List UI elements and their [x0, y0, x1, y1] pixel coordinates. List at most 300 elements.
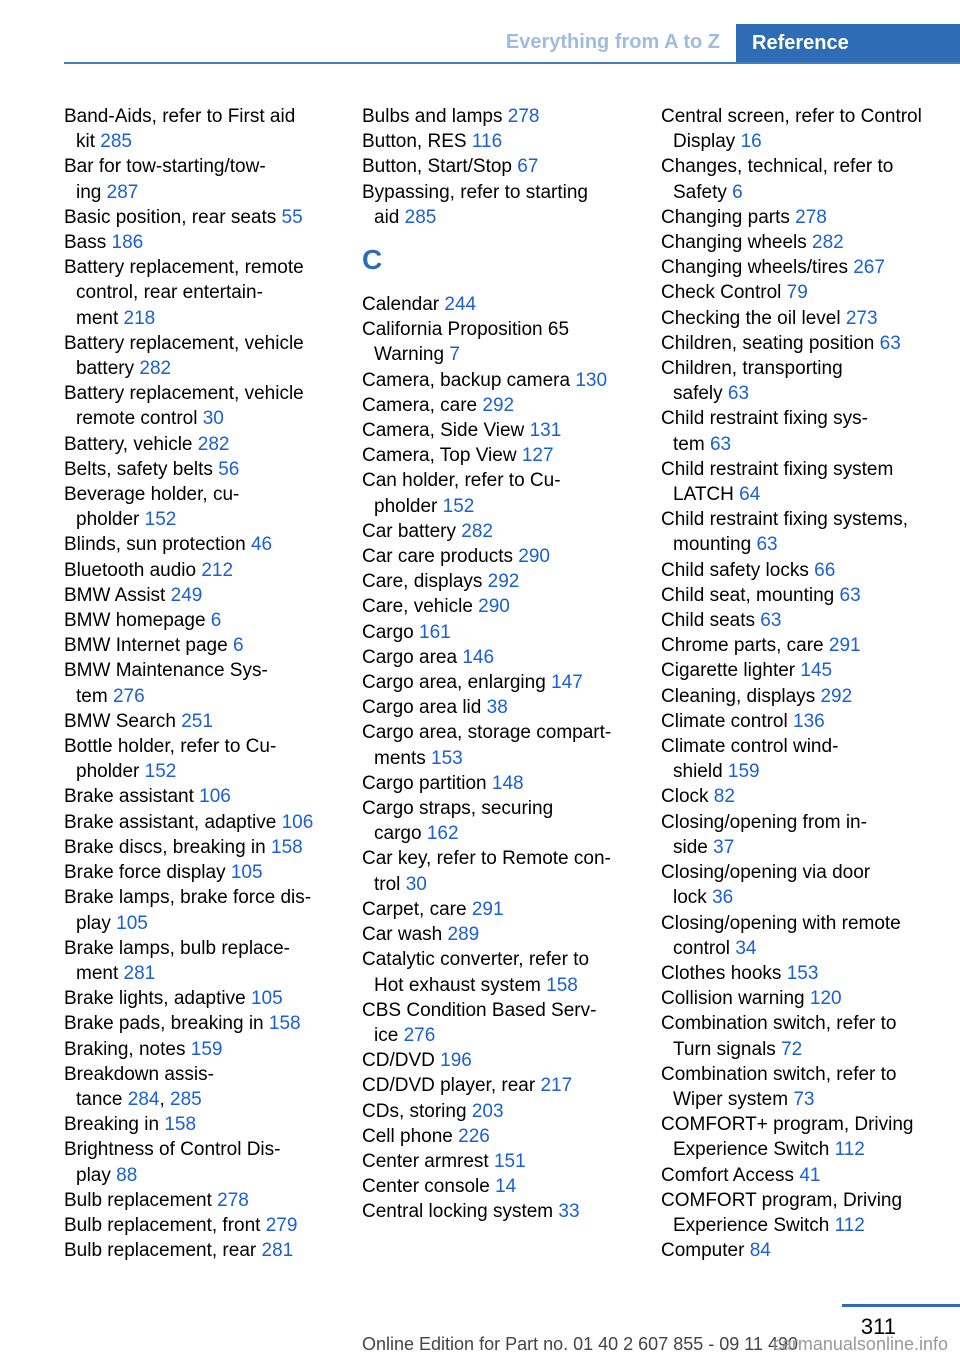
page-link[interactable]: 63	[839, 584, 861, 606]
entry-list-col2b	[362, 292, 652, 1225]
page-link[interactable]: 290	[518, 546, 550, 568]
entry-text: Care, vehicle	[362, 596, 479, 618]
entry-text: Catalytic converter, refer to	[362, 949, 590, 971]
entry-text: Child restraint fixing system	[661, 458, 894, 480]
index-entry	[64, 885, 354, 935]
entry-text: Camera, Side View	[362, 420, 530, 442]
index-entry	[64, 709, 354, 734]
index-entry	[362, 1199, 652, 1224]
page-link[interactable]: 79	[786, 282, 808, 304]
entry-text: Calendar	[362, 294, 445, 316]
entry-text: CDs, storing	[362, 1100, 472, 1122]
index-entry	[64, 1238, 354, 1263]
index-entry	[661, 684, 951, 709]
page-link[interactable]: 278	[217, 1189, 249, 1211]
index-entry	[661, 810, 951, 860]
entry-text: ice	[374, 1024, 404, 1046]
page-link[interactable]: 287	[106, 181, 139, 203]
entry-list-col2a	[362, 104, 652, 230]
page-link[interactable]: 151	[493, 1150, 526, 1172]
index-entry	[661, 961, 951, 986]
page-link[interactable]: 158	[546, 974, 578, 996]
index-entry	[64, 331, 354, 381]
page-link[interactable]: 159	[190, 1038, 223, 1060]
page-link[interactable]: 278	[795, 206, 827, 228]
entry-text: Cigarette lighter	[661, 660, 801, 682]
page-link[interactable]: 106	[281, 811, 314, 833]
entry-text: Brake lamps, bulb replace-	[64, 937, 290, 959]
footer-watermark: carmanualsonline.info	[772, 1334, 948, 1354]
index-entry	[661, 205, 951, 230]
entry-text: Braking, notes	[64, 1038, 191, 1060]
page-link[interactable]: 289	[447, 924, 480, 946]
page-link[interactable]: 72	[781, 1038, 803, 1060]
page-link[interactable]: 37	[713, 836, 735, 858]
page-link[interactable]: 145	[800, 660, 833, 682]
page-link[interactable]: 6	[210, 610, 222, 632]
page-link[interactable]: 249	[170, 584, 203, 606]
entry-text: Button, Start/Stop	[362, 156, 518, 178]
entry-text: Bypassing, refer to starting	[362, 181, 588, 203]
entry-text: Child seats	[661, 610, 761, 632]
index-entry	[362, 897, 652, 922]
page-link[interactable]: 30	[202, 408, 224, 430]
page-link[interactable]: 152	[442, 495, 475, 517]
page-link[interactable]: 73	[793, 1088, 815, 1110]
entry-text: Central screen, refer to Control	[661, 106, 922, 127]
index-entry	[661, 1062, 951, 1112]
entry-text: control	[673, 937, 736, 959]
entry-text: Car key, refer to Remote con-	[362, 848, 611, 870]
index-entry	[64, 532, 354, 557]
page-link[interactable]: 152	[144, 761, 177, 783]
page-link[interactable]: 278	[507, 106, 540, 127]
page-number: 311	[860, 1314, 896, 1339]
index-entry	[64, 1037, 354, 1062]
entry-text: Experience Switch	[673, 1139, 835, 1161]
entry-text: pholder	[76, 509, 145, 531]
index-entry	[362, 1073, 652, 1098]
page-link[interactable]: 30	[405, 873, 427, 895]
page-link[interactable]: 203	[471, 1100, 504, 1122]
entry-text: tance	[76, 1088, 128, 1110]
index-entry	[64, 860, 354, 885]
entry-text: Bluetooth audio	[64, 559, 202, 581]
page-link[interactable]: 130	[575, 369, 608, 391]
entry-text: shield	[673, 761, 728, 783]
page-separator: ,	[159, 1088, 171, 1110]
page-link[interactable]: 291	[828, 635, 861, 657]
entry-text: Children, transporting	[661, 358, 843, 380]
page-link[interactable]: 162	[426, 823, 459, 845]
index-entry	[64, 658, 354, 708]
page-link[interactable]: 82	[713, 786, 735, 808]
index-entry	[64, 558, 354, 583]
index-entry	[661, 1188, 951, 1238]
page-link[interactable]: 127	[521, 445, 554, 467]
index-entry	[362, 154, 652, 179]
index-entry	[661, 507, 951, 557]
index-entry	[362, 129, 652, 154]
page-link[interactable]: 152	[144, 509, 177, 531]
page-link[interactable]: 136	[793, 710, 825, 732]
entry-text: Changing wheels	[661, 232, 813, 254]
entry-text: Brake lights, adaptive	[64, 988, 251, 1010]
index-entry	[661, 709, 951, 734]
entry-text: Button, RES	[362, 131, 472, 153]
entry-text: Child restraint fixing systems,	[661, 509, 909, 531]
index-entry	[661, 608, 951, 633]
entry-text: BMW Maintenance Sys-	[64, 660, 268, 682]
index-entry	[362, 1124, 652, 1149]
entry-text: Bulbs and lamps	[362, 106, 508, 127]
page-link[interactable]: 284	[127, 1088, 160, 1110]
page-link[interactable]: 34	[735, 937, 757, 959]
entry-text: Camera, care	[362, 394, 483, 416]
page-link[interactable]: 36	[712, 887, 734, 909]
page-link[interactable]: 106	[199, 786, 231, 808]
index-entry	[661, 457, 951, 507]
page-link[interactable]: 6	[732, 181, 743, 203]
entry-text: Cargo area lid	[362, 697, 487, 719]
page-link[interactable]: 244	[444, 294, 477, 316]
index-entry	[64, 810, 354, 835]
page-link[interactable]: 14	[495, 1176, 517, 1198]
entry-text: Bar for tow-starting/tow-	[64, 156, 266, 178]
index-entry	[661, 1163, 951, 1188]
index-entry	[362, 796, 652, 846]
page-link[interactable]: 285	[100, 131, 132, 153]
entry-text: BMW Search	[64, 710, 182, 732]
index-entry	[64, 583, 354, 608]
index-entry	[661, 558, 951, 583]
page-link[interactable]: 55	[281, 206, 303, 228]
page-link[interactable]: 63	[727, 383, 750, 405]
index-entry	[64, 1112, 354, 1137]
index-column-2	[362, 104, 652, 1225]
index-entry	[64, 734, 354, 784]
section-letter-c: C	[362, 244, 383, 276]
entry-text: Car care products	[362, 546, 519, 568]
index-entry	[362, 620, 652, 645]
page-link[interactable]: 292	[820, 685, 853, 707]
entry-text: CD/DVD player, rear	[362, 1075, 541, 1097]
index-entry	[362, 544, 652, 569]
entry-text: COMFORT program, Driving	[661, 1189, 903, 1211]
page-link[interactable]: 276	[112, 685, 145, 707]
page-link[interactable]: 218	[123, 307, 156, 329]
index-entry	[362, 1099, 652, 1124]
entry-text: pholder	[374, 495, 443, 517]
page-link[interactable]: 212	[201, 559, 234, 581]
entry-text: Bulb replacement, rear	[64, 1240, 262, 1262]
index-entry	[362, 393, 652, 418]
index-entry	[661, 406, 951, 456]
entry-text: kit	[76, 131, 101, 153]
entry-text: Battery replacement, vehicle	[64, 383, 304, 405]
entry-text: LATCH	[673, 484, 740, 506]
index-entry	[661, 734, 951, 784]
page-link[interactable]: 279	[265, 1214, 298, 1236]
entry-text: Cell phone	[362, 1125, 459, 1147]
page-link[interactable]: 158	[268, 1013, 301, 1035]
entry-text: Changes, technical, refer to	[661, 156, 894, 178]
page-header	[64, 24, 960, 64]
index-entry	[362, 1048, 652, 1073]
entry-text: Bass	[64, 232, 112, 254]
page-link[interactable]: 281	[261, 1240, 294, 1262]
page-link[interactable]: 158	[271, 836, 303, 858]
entry-text: control, rear entertain-	[76, 282, 263, 304]
entry-text: Changing wheels/tires	[661, 257, 854, 279]
index-entry	[362, 645, 652, 670]
entry-text: Safety	[673, 181, 733, 203]
index-entry	[64, 255, 354, 331]
entry-text: side	[673, 836, 714, 858]
index-entry	[362, 292, 652, 317]
index-entry	[362, 670, 652, 695]
page-link[interactable]: 146	[462, 646, 495, 668]
index-entry	[64, 1062, 354, 1112]
entry-text: Climate control	[661, 710, 793, 732]
page-link[interactable]: 16	[740, 131, 762, 153]
page-link[interactable]: 251	[181, 710, 213, 732]
entry-text: lock	[673, 887, 713, 909]
index-entry	[661, 331, 951, 356]
entry-text: play	[76, 1164, 117, 1186]
page-link[interactable]: 84	[749, 1240, 771, 1262]
page-link[interactable]: 290	[478, 596, 510, 618]
entry-text: BMW Assist	[64, 584, 171, 606]
entry-text: ments	[374, 747, 432, 769]
page-link[interactable]: 292	[487, 571, 520, 593]
entry-text: Beverage holder, cu-	[64, 484, 240, 506]
entry-text: Blinds, sun protection	[64, 534, 251, 556]
page-link[interactable]: 159	[727, 761, 760, 783]
entry-text: tem	[76, 685, 113, 707]
entry-text: Cleaning, displays	[661, 685, 821, 707]
page-link[interactable]: 88	[116, 1164, 138, 1186]
index-entry	[64, 432, 354, 457]
page-link[interactable]: 186	[111, 232, 144, 254]
page-link[interactable]: 285	[404, 206, 437, 228]
entry-text: ment	[76, 307, 124, 329]
entry-text: Children, seating position	[661, 332, 880, 354]
index-entry	[362, 443, 652, 468]
header-section-title: Everything from A to Z	[505, 31, 720, 53]
page-link[interactable]: 105	[116, 912, 148, 934]
entry-text: pholder	[76, 761, 145, 783]
page-link[interactable]: 38	[486, 697, 508, 719]
page-link[interactable]: 112	[834, 1139, 865, 1161]
index-entry	[64, 457, 354, 482]
page-link[interactable]: 282	[812, 232, 844, 254]
page-link[interactable]: 120	[809, 988, 842, 1010]
index-column-1	[64, 104, 354, 1263]
index-entry	[64, 205, 354, 230]
entry-text: Child restraint fixing sys-	[661, 408, 868, 430]
index-entry	[64, 784, 354, 809]
page-link[interactable]: 116	[471, 131, 503, 153]
page-link[interactable]: 6	[232, 635, 244, 657]
index-entry	[661, 658, 951, 683]
entry-text: Collision warning	[661, 988, 810, 1010]
page-link[interactable]: 196	[440, 1050, 472, 1072]
entry-text: Cargo	[362, 621, 420, 643]
entry-text: battery	[76, 358, 140, 380]
page-link[interactable]: 63	[879, 332, 901, 354]
page-link[interactable]: 7	[449, 344, 460, 366]
page-link[interactable]: 63	[760, 610, 782, 632]
entry-text: Closing/opening from in-	[661, 811, 867, 833]
page-link[interactable]: 161	[419, 621, 451, 643]
page-link[interactable]: 63	[709, 433, 732, 455]
entry-text: Brightness of Control Dis-	[64, 1139, 281, 1161]
entry-text: Turn signals	[673, 1038, 782, 1060]
index-entry	[362, 594, 652, 619]
entry-text: Cargo area, storage compart-	[362, 722, 612, 744]
entry-text: Checking the oil level	[661, 307, 846, 329]
page-link[interactable]: 147	[551, 672, 583, 694]
index-entry	[64, 1188, 354, 1213]
page-link[interactable]: 46	[250, 534, 273, 556]
entry-text: cargo	[374, 823, 427, 845]
entry-text: remote control	[76, 408, 203, 430]
header-tab-reference: Reference	[736, 24, 960, 62]
page-link[interactable]: 276	[403, 1024, 436, 1046]
page-link[interactable]: 63	[756, 534, 778, 556]
index-entry	[661, 986, 951, 1011]
page-link[interactable]: 217	[540, 1075, 573, 1097]
page-link[interactable]: 282	[461, 520, 493, 542]
page-link[interactable]: 153	[431, 747, 463, 769]
entry-text: Brake discs, breaking in	[64, 836, 271, 858]
page-link[interactable]: 64	[739, 484, 761, 506]
entry-text: Chrome parts, care	[661, 635, 829, 657]
index-entry	[64, 1213, 354, 1238]
entry-text: Cargo area	[362, 646, 463, 668]
index-entry	[661, 255, 951, 280]
index-entry	[661, 1238, 951, 1263]
entry-text: Breaking in	[64, 1114, 165, 1136]
page-link[interactable]: 105	[250, 988, 283, 1010]
index-entry	[661, 860, 951, 910]
entry-text: Closing/opening with remote	[661, 912, 901, 934]
index-entry	[362, 104, 652, 129]
index-entry	[661, 784, 951, 809]
entry-text: Brake force display	[64, 862, 231, 884]
entry-text: Bulb replacement	[64, 1189, 218, 1211]
entry-text: Carpet, care	[362, 898, 472, 920]
page-link[interactable]: 291	[471, 898, 504, 920]
index-entry	[64, 482, 354, 532]
entry-text: Battery replacement, vehicle	[64, 332, 304, 354]
entry-text: Belts, safety belts	[64, 458, 219, 480]
entry-text: Band-Aids, refer to First aid	[64, 106, 296, 127]
entry-text: play	[76, 912, 117, 934]
page-link[interactable]: 67	[517, 156, 539, 178]
page-link[interactable]: 148	[491, 772, 524, 794]
page-link[interactable]: 282	[197, 433, 230, 455]
page-link[interactable]: 105	[230, 862, 263, 884]
index-entry	[362, 368, 652, 393]
index-entry	[362, 695, 652, 720]
entry-text: CD/DVD	[362, 1050, 441, 1072]
index-entry	[64, 608, 354, 633]
footer-rule	[842, 1304, 960, 1307]
entry-text: Brake lamps, brake force dis-	[64, 887, 312, 909]
index-entry	[362, 1149, 652, 1174]
entry-text: Car wash	[362, 924, 448, 946]
entry-text: Bottle holder, refer to Cu-	[64, 736, 277, 758]
entry-text: Car battery	[362, 520, 462, 542]
entry-text: Center armrest	[362, 1150, 494, 1172]
entry-text: Check Control	[661, 282, 787, 304]
page-link[interactable]: 281	[123, 962, 156, 984]
index-entry	[64, 633, 354, 658]
page-link[interactable]: 282	[139, 358, 172, 380]
page-link[interactable]: 131	[529, 420, 562, 442]
page-link[interactable]: 112	[834, 1214, 865, 1236]
page-link[interactable]: 66	[814, 559, 836, 581]
entry-text: aid	[374, 206, 405, 228]
entry-text: Display	[673, 131, 741, 153]
entry-text: Breakdown assis-	[64, 1063, 214, 1085]
index-entry	[362, 720, 652, 770]
index-entry	[661, 583, 951, 608]
index-entry	[661, 230, 951, 255]
entry-text: Hot exhaust system	[374, 974, 547, 996]
entry-text: Child seat, mounting	[661, 584, 840, 606]
index-entry	[661, 280, 951, 305]
page-link[interactable]: 41	[799, 1164, 821, 1186]
index-entry	[661, 1011, 951, 1061]
index-entry	[362, 998, 652, 1048]
entry-text: California Proposition 65	[362, 319, 570, 341]
entry-text: trol	[374, 873, 406, 895]
entry-text: Wiper system	[673, 1088, 794, 1110]
page-link[interactable]: 56	[218, 458, 240, 480]
page-link[interactable]: 226	[458, 1125, 490, 1147]
index-entry	[362, 418, 652, 443]
entry-text: Battery replacement, remote	[64, 257, 304, 279]
entry-text: ing	[76, 181, 107, 203]
entry-text: Cargo partition	[362, 772, 492, 794]
entry-text: BMW homepage	[64, 610, 211, 632]
index-entry	[661, 1112, 951, 1162]
entry-text: Center console	[362, 1176, 496, 1198]
page-link[interactable]: 267	[853, 257, 885, 279]
index-entry	[362, 569, 652, 594]
entry-text: ment	[76, 962, 124, 984]
index-entry	[362, 846, 652, 896]
entry-text: Experience Switch	[673, 1214, 835, 1236]
index-entry	[64, 230, 354, 255]
page-link[interactable]: 285	[170, 1088, 202, 1110]
entry-text: Can holder, refer to Cu-	[362, 470, 561, 492]
page-link[interactable]: 153	[786, 962, 819, 984]
entry-text: Bulb replacement, front	[64, 1214, 266, 1236]
page-link[interactable]: 292	[482, 394, 515, 416]
page-link[interactable]: 33	[558, 1201, 580, 1223]
entry-text: Computer	[661, 1240, 750, 1262]
page-link[interactable]: 273	[845, 307, 878, 329]
entry-text: Cargo area, enlarging	[362, 672, 552, 694]
page-link[interactable]: 158	[164, 1114, 197, 1136]
entry-text: Warning	[374, 344, 450, 366]
entry-text: Camera, Top View	[362, 445, 522, 467]
entry-text: Clothes hooks	[661, 962, 787, 984]
